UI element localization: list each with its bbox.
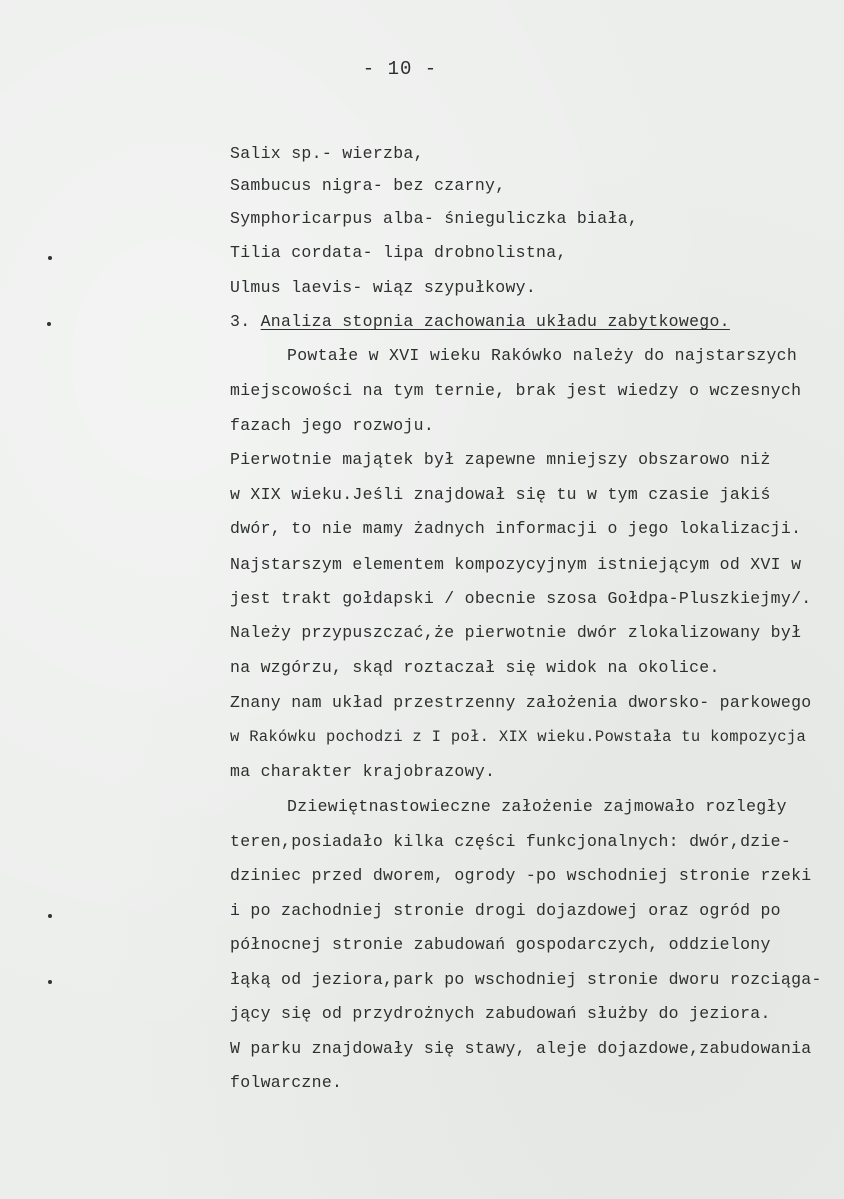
paragraph-line: północnej stronie zabudowań gospodarczych, oddzielony: [230, 935, 771, 954]
paragraph-line: folwarczne.: [230, 1073, 343, 1092]
paragraph-line: jący się od przydrożnych zabudowań służby do jeziora.: [230, 1004, 771, 1023]
paragraph-line: jest trakt gołdapski / obecnie szosa Gołdpa-Pluszkiejmy/.: [230, 589, 812, 608]
paragraph-line: dziniec przed dworem, ogrody -po wschodniej stronie rzeki: [230, 866, 812, 885]
paragraph-line: dwór, to nie mamy żadnych informacji o jego lokalizacji.: [230, 519, 802, 538]
plant-line: Sambucus nigra- bez czarny,: [230, 176, 506, 195]
paragraph-line: łąką od jeziora,park po wschodniej stronie dworu rozciąga-: [230, 970, 822, 989]
paragraph-line: Pierwotnie majątek był zapewne mniejszy obszarowo niż: [230, 450, 771, 469]
paragraph-line: Najstarszym elementem kompozycyjnym istniejącym od XVI w: [230, 555, 802, 574]
binder-hole-mark: [48, 914, 52, 918]
section-heading: [230, 312, 730, 332]
paragraph-line: Powtałe w XVI wieku Rakówko należy do najstarszych: [287, 346, 798, 365]
binder-hole-mark: [48, 980, 52, 984]
plant-line: Symphoricarpus alba- śnieguliczka biała,: [230, 209, 639, 228]
paragraph-line: Dziewiętnastowieczne założenie zajmowało rozległy: [287, 797, 787, 816]
section-title: Analiza stopnia zachowania układu zabytkowego.: [260, 312, 730, 331]
paragraph-line: i po zachodniej stronie drogi dojazdowej oraz ogród po: [230, 901, 781, 920]
paragraph-line: na wzgórzu, skąd roztaczał się widok na okolice.: [230, 658, 720, 677]
paragraph-line: miejscowości na tym ternie, brak jest wiedzy o wczesnych: [230, 381, 802, 400]
plant-line: Ulmus laevis- wiąz szypułkowy.: [230, 278, 537, 297]
section-number: 3.: [230, 312, 251, 331]
paragraph-line: ma charakter krajobrazowy.: [230, 762, 496, 781]
paragraph-line: w Rakówku pochodzi z I poł. XIX wieku.Powstała tu kompozycja: [230, 728, 807, 746]
paragraph-line: fazach jego rozwoju.: [230, 416, 435, 435]
binder-hole-mark: [48, 256, 52, 260]
paragraph-line: W parku znajdowały się stawy, aleje dojazdowe,zabudowania: [230, 1039, 812, 1058]
binder-hole-mark: [47, 322, 51, 326]
paragraph-line: w XIX wieku.Jeśli znajdował się tu w tym czasie jakiś: [230, 485, 771, 504]
paragraph-line: Należy przypuszczać,że pierwotnie dwór zlokalizowany był: [230, 623, 802, 642]
paragraph-line: teren,posiadało kilka części funkcjonalnych: dwór,dzie-: [230, 832, 792, 851]
plant-line: Salix sp.- wierzba,: [230, 144, 424, 163]
plant-line: Tilia cordata- lipa drobnolistna,: [230, 243, 567, 262]
page-number: - 10 -: [362, 58, 438, 80]
paragraph-line: Znany nam układ przestrzenny założenia dworsko- parkowego: [230, 693, 812, 712]
